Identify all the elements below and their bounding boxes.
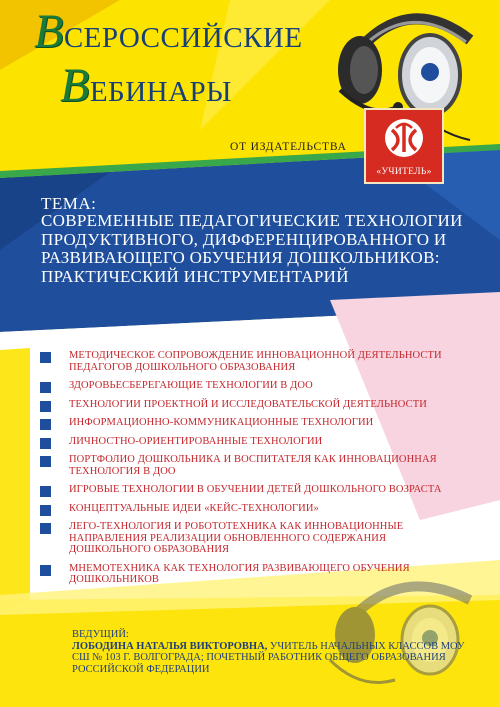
brand-title-line1: [34, 5, 303, 58]
list-item: [38, 350, 458, 373]
topic-text: ТЕХНОЛОГИИ ПРОЕКТНОЙ И ИССЛЕДОВАТЕЛЬСКОЙ ДЕЯТЕЛЬНОСТИ: [69, 398, 427, 410]
topic-text: КОНЦЕПТУАЛЬНЫЕ ИДЕИ «КЕЙС-ТЕХНОЛОГИИ»: [69, 502, 319, 514]
teacher-logo: [364, 108, 444, 184]
list-item: [38, 503, 458, 515]
square-bullet-icon: [40, 382, 51, 393]
theme-label: ТЕМА:: [41, 194, 97, 213]
list-item: [38, 484, 458, 496]
brand-title-text: СЕРОССИЙСКИЕ: [63, 22, 303, 54]
host-info: [72, 629, 472, 675]
square-bullet-icon: [40, 523, 51, 534]
brand-title-initial: В: [60, 59, 90, 112]
topic-text: ИГРОВЫЕ ТЕХНОЛОГИИ В ОБУЧЕНИИ ДЕТЕЙ ДОШКОЛЬНОГО ВОЗРАСТА: [69, 484, 442, 495]
list-item: [38, 399, 458, 411]
host-description: [72, 641, 472, 676]
brand-title-text: ЕБИНАРЫ: [89, 76, 232, 108]
list-item: [38, 380, 458, 392]
theme-text: СОВРЕМЕННЫЕ ПЕДАГОГИЧЕСКИЕ ТЕХНОЛОГИИ ПРОДУКТИВНОГО, ДИФФЕРЕНЦИРОВАННОГО И РАЗВИВАЮЩЕГО ОБУЧЕНИЯ ДОШКОЛЬНИКОВ: ПРАКТИЧЕСКИЙ ИНСТРУМЕНТАРИЙ: [41, 211, 463, 286]
topic-text: ЛЕГО-ТЕХНОЛОГИЯ И РОБОТОТЕХНИКА КАК ИННОВАЦИОННЫЕ НАПРАВЛЕНИЯ РЕАЛИЗАЦИИ ОБНОВЛЕННОГО СОДЕРЖАНИЯ ДОШКОЛЬНОГО ОБРАЗОВАНИЯ: [69, 521, 404, 555]
square-bullet-icon: [40, 486, 51, 497]
topic-text: ПОРТФОЛИО ДОШКОЛЬНИКА И ВОСПИТАТЕЛЯ КАК ИННОВАЦИОННАЯ ТЕХНОЛОГИЯ В ДОО: [69, 454, 437, 477]
teacher-logo-icon: [366, 114, 442, 170]
host-details: УЧИТЕЛЬ НАЧАЛЬНЫХ КЛАССОВ МОУ СШ № 103 Г. ВОЛГОГРАДА; ПОЧЕТНЫЙ РАБОТНИК ОБЩЕГО ОБРАЗОВАНИЯ РОССИЙСКОЙ ФЕДЕРАЦИИ: [72, 640, 465, 675]
topic-text: МНЕМОТЕХНИКА КАК ТЕХНОЛОГИЯ РАЗВИВАЮЩЕГО ОБУЧЕНИЯ ДОШКОЛЬНИКОВ: [69, 562, 410, 585]
topic-text: ИНФОРМАЦИОННО-КОММУНИКАЦИОННЫЕ ТЕХНОЛОГИИ: [69, 417, 374, 428]
topic-text: ЗДОРОВЬЕСБЕРЕГАЮЩИЕ ТЕХНОЛОГИИ В ДОО: [69, 380, 313, 391]
host-name: ЛОБОДИНА НАТАЛЬЯ ВИКТОРОВНА,: [72, 640, 268, 652]
publisher-label: ОТ ИЗДАТЕЛЬСТВА: [230, 141, 347, 153]
publisher-logo-text: «УЧИТЕЛЬ»: [376, 167, 432, 177]
list-item: [38, 417, 458, 429]
topic-text: ЛИЧНОСТНО-ОРИЕНТИРОВАННЫЕ ТЕХНОЛОГИИ: [69, 435, 323, 447]
brand-title-initial: В: [34, 5, 64, 58]
topic-text: МЕТОДИЧЕСКОЕ СОПРОВОЖДЕНИЕ ИННОВАЦИОННОЙ ДЕЯТЕЛЬНОСТИ ПЕДАГОГОВ ДОШКОЛЬНОГО ОБРАЗОВАНИЯ: [69, 350, 442, 373]
topic-list: [38, 350, 458, 593]
square-bullet-icon: [40, 352, 51, 363]
square-bullet-icon: [40, 505, 51, 516]
square-bullet-icon: [40, 565, 51, 576]
square-bullet-icon: [40, 401, 51, 412]
list-item: [38, 454, 458, 477]
square-bullet-icon: [40, 419, 51, 430]
square-bullet-icon: [40, 456, 51, 467]
list-item: [38, 436, 458, 448]
host-label: ВЕДУЩИЙ:: [72, 629, 129, 640]
list-item: [38, 563, 458, 586]
brand-title-line2: [60, 59, 232, 112]
list-item: [38, 521, 458, 556]
square-bullet-icon: [40, 438, 51, 449]
